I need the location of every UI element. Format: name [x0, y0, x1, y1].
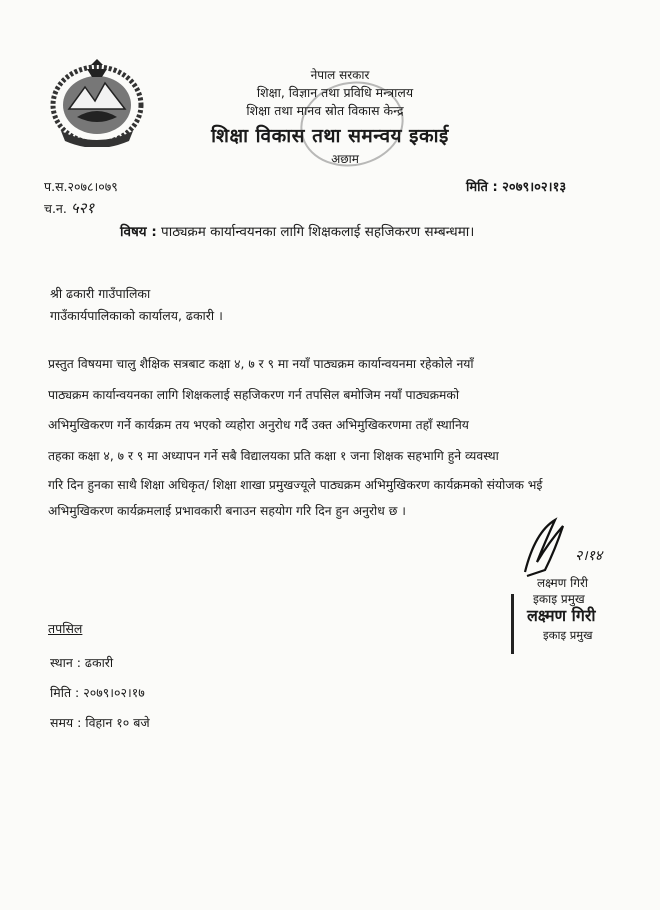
stamp-bar	[511, 594, 514, 654]
office-location: अछाम	[331, 152, 359, 166]
government-name: नेपाल सरकार	[310, 68, 370, 82]
dispatch-handwritten-number: ५२१	[70, 199, 95, 217]
stamp-subtitle: इकाइ प्रमुख	[543, 628, 593, 642]
event-time: समय : विहान १० बजे	[50, 715, 150, 730]
subject-line	[120, 222, 474, 240]
stamp-name: लक्ष्मण गिरी	[527, 606, 596, 625]
centre-name: शिक्षा तथा मानव स्रोत विकास केन्द्र	[246, 103, 404, 118]
addressee-line-2: गाउँकार्यपालिकाको कार्यालय, ढकारी ।	[50, 308, 223, 323]
reference-number: प.स.२०७८।०७९	[44, 179, 118, 194]
body-line: अभिमुखिकरण गर्ने कार्यक्रम तय भएको व्यहोरा अनुरोध गर्दै उक्त अभिमुखिकरणमा तहाँ स्थानिय	[48, 418, 469, 432]
body-line: अभिमुखिकरण कार्यक्रमलाई प्रभावकारी बनाउन सहयोग गरि दिन हुन अनुरोध छ ।	[48, 504, 406, 518]
signatory-name: लक्ष्मण गिरी	[537, 576, 589, 590]
subject-label: विषय :	[120, 224, 157, 240]
addressee-line-1: श्री ढकारी गाउँपालिका	[50, 286, 151, 301]
ministry-name: शिक्षा, विज्ञान तथा प्रविधि मन्त्रालय	[256, 85, 414, 100]
event-date: मिति : २०७९।०२।१७	[50, 685, 145, 700]
signature-date: २।१४	[575, 548, 603, 564]
body-line: गरि दिन हुनका साथै शिक्षा अधिकृत/ शिक्षा शाखा प्रमुखज्यूले पाठ्यक्रम अभिमुखिकरण कार्यक्रमको संयोजक भई	[48, 478, 543, 492]
event-place: स्थान : ढकारी	[50, 655, 114, 670]
stamp-title: इकाइ प्रमुख	[533, 592, 585, 606]
letter-date: मिति : २०७९।०२।१३	[466, 180, 567, 195]
body-line: प्रस्तुत विषयमा चालु शैक्षिक सत्रबाट कक्षा ४, ७ र ९ मा नयाँ पाठ्यक्रम कार्यान्वयनमा रहेकोले नयाँ	[48, 357, 474, 371]
handwritten-signature-icon	[515, 512, 635, 582]
nepal-emblem-icon	[47, 57, 147, 147]
body-line: पाठ्यक्रम कार्यान्वयनका लागि शिक्षकलाई सहजिकरण गर्न तपसिल बमोजिम नयाँ पाठ्यक्रमको	[48, 388, 460, 402]
subject-text: पाठ्यक्रम कार्यान्वयनका लागि शिक्षकलाई सहजिकरण सम्बन्धमा।	[161, 224, 475, 240]
dispatch-number	[44, 198, 94, 218]
official-name-stamp	[505, 588, 635, 658]
unit-name: शिक्षा विकास तथा समन्वय इकाई	[211, 125, 449, 147]
body-line: तहका कक्षा ४, ७ र ९ मा अध्यापन गर्ने सबै विद्यालयका प्रति कक्षा १ जना शिक्षक सहभागि हुने व्यवस्था	[48, 449, 499, 463]
dispatch-label: च.न.	[44, 201, 67, 216]
tapasil-heading: तपसिल	[48, 621, 83, 636]
